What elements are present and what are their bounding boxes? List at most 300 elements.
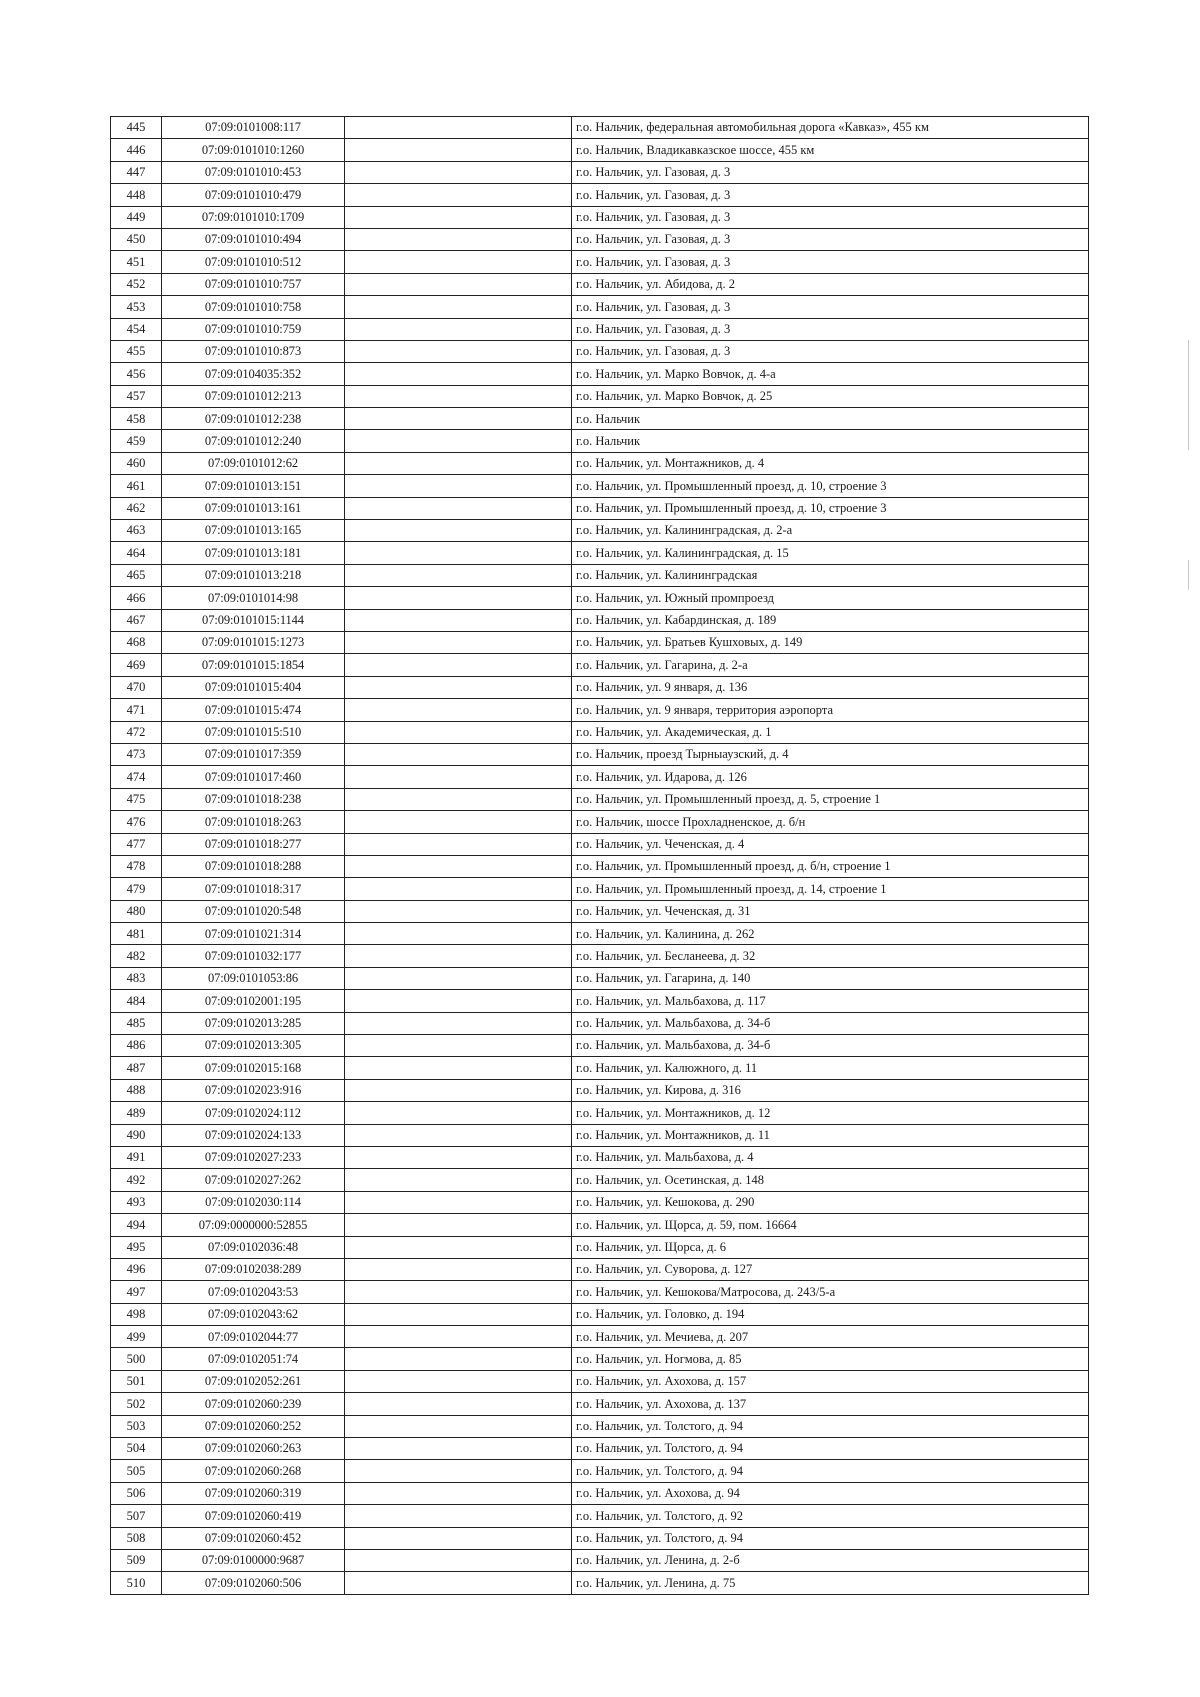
cadastral-number: 07:09:0101032:177: [162, 945, 345, 967]
table-row: [111, 1102, 1089, 1124]
row-number: 462: [111, 497, 162, 519]
row-number: 493: [111, 1191, 162, 1213]
address: г.о. Нальчик, ул. Толстого, д. 94: [572, 1438, 1089, 1460]
table-row: [111, 1572, 1089, 1594]
table-row: [111, 273, 1089, 295]
row-number: 481: [111, 923, 162, 945]
table-row: [111, 1169, 1089, 1191]
cadastral-number: 07:09:0102051:74: [162, 1348, 345, 1370]
cadastral-number: 07:09:0101012:213: [162, 385, 345, 407]
cadastral-number: 07:09:0101018:238: [162, 788, 345, 810]
cadastral-number: 07:09:0101015:404: [162, 676, 345, 698]
empty-cell: [345, 340, 572, 362]
table-row: [111, 542, 1089, 564]
row-number: 478: [111, 855, 162, 877]
empty-cell: [345, 1258, 572, 1280]
address: г.о. Нальчик, ул. Головко, д. 194: [572, 1303, 1089, 1325]
empty-cell: [345, 139, 572, 161]
cadastral-number: 07:09:0101010:759: [162, 318, 345, 340]
row-number: 468: [111, 631, 162, 653]
registry-table: [110, 116, 1089, 1595]
empty-cell: [345, 564, 572, 586]
cadastral-number: 07:09:0101020:548: [162, 900, 345, 922]
address: г.о. Нальчик, ул. Академическая, д. 1: [572, 721, 1089, 743]
cadastral-number: 07:09:0101010:1709: [162, 206, 345, 228]
cadastral-number: 07:09:0102060:452: [162, 1527, 345, 1549]
table-row: [111, 318, 1089, 340]
row-number: 454: [111, 318, 162, 340]
address: г.о. Нальчик, ул. Кирова, д. 316: [572, 1079, 1089, 1101]
empty-cell: [345, 1572, 572, 1594]
row-number: 480: [111, 900, 162, 922]
table-row: [111, 497, 1089, 519]
empty-cell: [345, 1348, 572, 1370]
row-number: 504: [111, 1438, 162, 1460]
row-number: 464: [111, 542, 162, 564]
table-row: [111, 139, 1089, 161]
table-row: [111, 1191, 1089, 1213]
row-number: 475: [111, 788, 162, 810]
row-number: 508: [111, 1527, 162, 1549]
empty-cell: [345, 609, 572, 631]
empty-cell: [345, 811, 572, 833]
empty-cell: [345, 1303, 572, 1325]
table-row: [111, 452, 1089, 474]
row-number: 461: [111, 475, 162, 497]
address: г.о. Нальчик, ул. 9 января, территория аэропорта: [572, 699, 1089, 721]
address: г.о. Нальчик, ул. Ногмова, д. 85: [572, 1348, 1089, 1370]
address: г.о. Нальчик, ул. Ахохова, д. 94: [572, 1482, 1089, 1504]
address: г.о. Нальчик, ул. Осетинская, д. 148: [572, 1169, 1089, 1191]
empty-cell: [345, 699, 572, 721]
row-number: 502: [111, 1393, 162, 1415]
address: г.о. Нальчик, ул. 9 января, д. 136: [572, 676, 1089, 698]
table-row: [111, 1012, 1089, 1034]
cadastral-number: 07:09:0101053:86: [162, 967, 345, 989]
empty-cell: [345, 990, 572, 1012]
row-number: 456: [111, 363, 162, 385]
empty-cell: [345, 117, 572, 139]
empty-cell: [345, 1281, 572, 1303]
empty-cell: [345, 900, 572, 922]
row-number: 490: [111, 1124, 162, 1146]
address: г.о. Нальчик: [572, 430, 1089, 452]
cadastral-number: 07:09:0101015:1273: [162, 631, 345, 653]
cadastral-number: 07:09:0102001:195: [162, 990, 345, 1012]
empty-cell: [345, 587, 572, 609]
address: г.о. Нальчик, ул. Марко Вовчок, д. 4-а: [572, 363, 1089, 385]
row-number: 491: [111, 1146, 162, 1168]
empty-cell: [345, 385, 572, 407]
empty-cell: [345, 1124, 572, 1146]
row-number: 447: [111, 161, 162, 183]
empty-cell: [345, 1079, 572, 1101]
table-row: [111, 385, 1089, 407]
row-number: 506: [111, 1482, 162, 1504]
table-row: [111, 296, 1089, 318]
address: г.о. Нальчик, Владикавказское шоссе, 455 км: [572, 139, 1089, 161]
address: г.о. Нальчик, ул. Толстого, д. 94: [572, 1460, 1089, 1482]
row-number: 470: [111, 676, 162, 698]
address: г.о. Нальчик, ул. Суворова, д. 127: [572, 1258, 1089, 1280]
row-number: 473: [111, 743, 162, 765]
address: г.о. Нальчик, проезд Тырныаузский, д. 4: [572, 743, 1089, 765]
address: г.о. Нальчик, ул. Толстого, д. 92: [572, 1505, 1089, 1527]
cadastral-number: 07:09:0101021:314: [162, 923, 345, 945]
cadastral-number: 07:09:0101013:218: [162, 564, 345, 586]
table-row: [111, 676, 1089, 698]
address: г.о. Нальчик, ул. Кешокова/Матросова, д. 243/5-а: [572, 1281, 1089, 1303]
empty-cell: [345, 1438, 572, 1460]
table-row: [111, 811, 1089, 833]
table-row: [111, 631, 1089, 653]
cadastral-number: 07:09:0101010:453: [162, 161, 345, 183]
cadastral-number: 07:09:0101010:494: [162, 228, 345, 250]
empty-cell: [345, 788, 572, 810]
row-number: 507: [111, 1505, 162, 1527]
address: г.о. Нальчик, ул. Газовая, д. 3: [572, 206, 1089, 228]
address: г.о. Нальчик, ул. Чеченская, д. 31: [572, 900, 1089, 922]
cadastral-number: 07:09:0101018:288: [162, 855, 345, 877]
address: г.о. Нальчик, ул. Мечиева, д. 207: [572, 1326, 1089, 1348]
table-row: [111, 743, 1089, 765]
address: г.о. Нальчик, ул. Газовая, д. 3: [572, 318, 1089, 340]
table-row: [111, 1482, 1089, 1504]
cadastral-number: 07:09:0102060:268: [162, 1460, 345, 1482]
table-row: [111, 699, 1089, 721]
table-row: [111, 1438, 1089, 1460]
cadastral-number: 07:09:0101010:479: [162, 184, 345, 206]
empty-cell: [345, 408, 572, 430]
address: г.о. Нальчик, ул. Газовая, д. 3: [572, 184, 1089, 206]
cadastral-number: 07:09:0101013:151: [162, 475, 345, 497]
address: г.о. Нальчик, ул. Гагарина, д. 2-а: [572, 654, 1089, 676]
address: г.о. Нальчик, ул. Гагарина, д. 140: [572, 967, 1089, 989]
registry-table-body: [111, 117, 1089, 1595]
address: г.о. Нальчик, ул. Промышленный проезд, д. 10, строение 3: [572, 497, 1089, 519]
empty-cell: [345, 1460, 572, 1482]
row-number: 448: [111, 184, 162, 206]
cadastral-number: 07:09:0101013:181: [162, 542, 345, 564]
empty-cell: [345, 766, 572, 788]
row-number: 509: [111, 1550, 162, 1572]
address: г.о. Нальчик, ул. Южный промпроезд: [572, 587, 1089, 609]
cadastral-number: 07:09:0101008:117: [162, 117, 345, 139]
cadastral-number: 07:09:0101017:460: [162, 766, 345, 788]
row-number: 466: [111, 587, 162, 609]
empty-cell: [345, 363, 572, 385]
table-row: [111, 766, 1089, 788]
cadastral-number: 07:09:0101018:263: [162, 811, 345, 833]
empty-cell: [345, 1505, 572, 1527]
cadastral-number: 07:09:0102027:262: [162, 1169, 345, 1191]
address: г.о. Нальчик, ул. Толстого, д. 94: [572, 1415, 1089, 1437]
empty-cell: [345, 1236, 572, 1258]
empty-cell: [345, 161, 572, 183]
table-row: [111, 564, 1089, 586]
row-number: 449: [111, 206, 162, 228]
row-number: 471: [111, 699, 162, 721]
row-number: 477: [111, 833, 162, 855]
table-row: [111, 1214, 1089, 1236]
empty-cell: [345, 206, 572, 228]
address: г.о. Нальчик, ул. Ахохова, д. 137: [572, 1393, 1089, 1415]
empty-cell: [345, 1550, 572, 1572]
row-number: 469: [111, 654, 162, 676]
cadastral-number: 07:09:0102060:419: [162, 1505, 345, 1527]
row-number: 446: [111, 139, 162, 161]
empty-cell: [345, 878, 572, 900]
row-number: 474: [111, 766, 162, 788]
row-number: 510: [111, 1572, 162, 1594]
table-row: [111, 788, 1089, 810]
cadastral-number: 07:09:0101014:98: [162, 587, 345, 609]
row-number: 495: [111, 1236, 162, 1258]
row-number: 483: [111, 967, 162, 989]
row-number: 460: [111, 452, 162, 474]
empty-cell: [345, 1214, 572, 1236]
table-row: [111, 1370, 1089, 1392]
address: г.о. Нальчик, ул. Ленина, д. 75: [572, 1572, 1089, 1594]
empty-cell: [345, 631, 572, 653]
address: г.о. Нальчик, ул. Промышленный проезд, д. б/н, строение 1: [572, 855, 1089, 877]
address: г.о. Нальчик, шоссе Прохладненское, д. б/н: [572, 811, 1089, 833]
cadastral-number: 07:09:0101010:757: [162, 273, 345, 295]
cadastral-number: 07:09:0101017:359: [162, 743, 345, 765]
table-row: [111, 206, 1089, 228]
cadastral-number: 07:09:0101015:1144: [162, 609, 345, 631]
cadastral-number: 07:09:0101015:510: [162, 721, 345, 743]
address: г.о. Нальчик, ул. Калининградская: [572, 564, 1089, 586]
address: г.о. Нальчик, ул. Ленина, д. 2-б: [572, 1550, 1089, 1572]
table-row: [111, 228, 1089, 250]
row-number: 488: [111, 1079, 162, 1101]
row-number: 452: [111, 273, 162, 295]
empty-cell: [345, 430, 572, 452]
empty-cell: [345, 676, 572, 698]
row-number: 458: [111, 408, 162, 430]
empty-cell: [345, 855, 572, 877]
table-row: [111, 1505, 1089, 1527]
cadastral-number: 07:09:0101012:240: [162, 430, 345, 452]
cadastral-number: 07:09:0101010:758: [162, 296, 345, 318]
cadastral-number: 07:09:0102043:62: [162, 1303, 345, 1325]
cadastral-number: 07:09:0102023:916: [162, 1079, 345, 1101]
empty-cell: [345, 452, 572, 474]
empty-cell: [345, 1370, 572, 1392]
cadastral-number: 07:09:0102043:53: [162, 1281, 345, 1303]
cadastral-number: 07:09:0101013:161: [162, 497, 345, 519]
row-number: 498: [111, 1303, 162, 1325]
row-number: 482: [111, 945, 162, 967]
row-number: 484: [111, 990, 162, 1012]
address: г.о. Нальчик, ул. Газовая, д. 3: [572, 228, 1089, 250]
address: г.о. Нальчик, ул. Мальбахова, д. 4: [572, 1146, 1089, 1168]
table-row: [111, 184, 1089, 206]
table-row: [111, 1258, 1089, 1280]
address: г.о. Нальчик, ул. Ахохова, д. 157: [572, 1370, 1089, 1392]
table-row: [111, 1057, 1089, 1079]
scan-edge-mark: [1188, 560, 1189, 590]
row-number: 505: [111, 1460, 162, 1482]
empty-cell: [345, 497, 572, 519]
row-number: 445: [111, 117, 162, 139]
row-number: 497: [111, 1281, 162, 1303]
row-number: 499: [111, 1326, 162, 1348]
row-number: 453: [111, 296, 162, 318]
cadastral-number: 07:09:0102038:289: [162, 1258, 345, 1280]
address: г.о. Нальчик, ул. Бесланеева, д. 32: [572, 945, 1089, 967]
address: г.о. Нальчик, ул. Мальбахова, д. 117: [572, 990, 1089, 1012]
address: г.о. Нальчик, ул. Мальбахова, д. 34-б: [572, 1035, 1089, 1057]
table-row: [111, 587, 1089, 609]
table-row: [111, 1146, 1089, 1168]
table-row: [111, 833, 1089, 855]
table-row: [111, 475, 1089, 497]
cadastral-number: 07:09:0102015:168: [162, 1057, 345, 1079]
table-row: [111, 1281, 1089, 1303]
empty-cell: [345, 967, 572, 989]
empty-cell: [345, 1482, 572, 1504]
cadastral-number: 07:09:0101010:873: [162, 340, 345, 362]
empty-cell: [345, 1191, 572, 1213]
cadastral-number: 07:09:0102036:48: [162, 1236, 345, 1258]
address: г.о. Нальчик, ул. Калюжного, д. 11: [572, 1057, 1089, 1079]
table-row: [111, 430, 1089, 452]
row-number: 455: [111, 340, 162, 362]
cadastral-number: 07:09:0101013:165: [162, 520, 345, 542]
cadastral-number: 07:09:0000000:52855: [162, 1214, 345, 1236]
address: г.о. Нальчик, ул. Идарова, д. 126: [572, 766, 1089, 788]
table-row: [111, 251, 1089, 273]
table-row: [111, 1415, 1089, 1437]
empty-cell: [345, 520, 572, 542]
cadastral-number: 07:09:0102052:261: [162, 1370, 345, 1392]
empty-cell: [345, 184, 572, 206]
address: г.о. Нальчик, ул. Щорса, д. 59, пом. 16664: [572, 1214, 1089, 1236]
address: г.о. Нальчик, ул. Промышленный проезд, д. 5, строение 1: [572, 788, 1089, 810]
address: г.о. Нальчик, ул. Газовая, д. 3: [572, 296, 1089, 318]
empty-cell: [345, 296, 572, 318]
row-number: 496: [111, 1258, 162, 1280]
empty-cell: [345, 318, 572, 340]
empty-cell: [345, 1102, 572, 1124]
address: г.о. Нальчик: [572, 408, 1089, 430]
row-number: 472: [111, 721, 162, 743]
empty-cell: [345, 228, 572, 250]
row-number: 463: [111, 520, 162, 542]
cadastral-number: 07:09:0102030:114: [162, 1191, 345, 1213]
empty-cell: [345, 1393, 572, 1415]
address: г.о. Нальчик, ул. Братьев Кушховых, д. 149: [572, 631, 1089, 653]
row-number: 489: [111, 1102, 162, 1124]
address: г.о. Нальчик, ул. Газовая, д. 3: [572, 161, 1089, 183]
address: г.о. Нальчик, ул. Промышленный проезд, д. 10, строение 3: [572, 475, 1089, 497]
address: г.о. Нальчик, ул. Газовая, д. 3: [572, 340, 1089, 362]
empty-cell: [345, 721, 572, 743]
row-number: 492: [111, 1169, 162, 1191]
address: г.о. Нальчик, ул. Промышленный проезд, д. 14, строение 1: [572, 878, 1089, 900]
address: г.о. Нальчик, ул. Толстого, д. 94: [572, 1527, 1089, 1549]
cadastral-number: 07:09:0102024:133: [162, 1124, 345, 1146]
row-number: 465: [111, 564, 162, 586]
address: г.о. Нальчик, федеральная автомобильная дорога «Кавказ», 455 км: [572, 117, 1089, 139]
empty-cell: [345, 654, 572, 676]
row-number: 450: [111, 228, 162, 250]
address: г.о. Нальчик, ул. Калининградская, д. 15: [572, 542, 1089, 564]
address: г.о. Нальчик, ул. Калинина, д. 262: [572, 923, 1089, 945]
address: г.о. Нальчик, ул. Монтажников, д. 12: [572, 1102, 1089, 1124]
table-row: [111, 878, 1089, 900]
table-row: [111, 520, 1089, 542]
address: г.о. Нальчик, ул. Мальбахова, д. 34-б: [572, 1012, 1089, 1034]
address: г.о. Нальчик, ул. Калининградская, д. 2-а: [572, 520, 1089, 542]
empty-cell: [345, 1527, 572, 1549]
row-number: 486: [111, 1035, 162, 1057]
row-number: 500: [111, 1348, 162, 1370]
scan-edge-mark: [1188, 340, 1189, 450]
cadastral-number: 07:09:0101010:1260: [162, 139, 345, 161]
table-row: [111, 945, 1089, 967]
cadastral-number: 07:09:0101018:317: [162, 878, 345, 900]
table-row: [111, 990, 1089, 1012]
table-row: [111, 1079, 1089, 1101]
table-row: [111, 609, 1089, 631]
empty-cell: [345, 923, 572, 945]
table-row: [111, 1303, 1089, 1325]
empty-cell: [345, 251, 572, 273]
cadastral-number: 07:09:0102060:263: [162, 1438, 345, 1460]
address: г.о. Нальчик, ул. Кабардинская, д. 189: [572, 609, 1089, 631]
empty-cell: [345, 273, 572, 295]
cadastral-number: 07:09:0102013:305: [162, 1035, 345, 1057]
table-row: [111, 1550, 1089, 1572]
address: г.о. Нальчик, ул. Абидова, д. 2: [572, 273, 1089, 295]
empty-cell: [345, 833, 572, 855]
empty-cell: [345, 1057, 572, 1079]
row-number: 459: [111, 430, 162, 452]
empty-cell: [345, 1035, 572, 1057]
address: г.о. Нальчик, ул. Газовая, д. 3: [572, 251, 1089, 273]
address: г.о. Нальчик, ул. Кешокова, д. 290: [572, 1191, 1089, 1213]
table-row: [111, 900, 1089, 922]
row-number: 485: [111, 1012, 162, 1034]
empty-cell: [345, 743, 572, 765]
table-row: [111, 1326, 1089, 1348]
cadastral-number: 07:09:0104035:352: [162, 363, 345, 385]
empty-cell: [345, 475, 572, 497]
row-number: 503: [111, 1415, 162, 1437]
empty-cell: [345, 1012, 572, 1034]
cadastral-number: 07:09:0101015:474: [162, 699, 345, 721]
cadastral-number: 07:09:0101015:1854: [162, 654, 345, 676]
table-row: [111, 1527, 1089, 1549]
table-row: [111, 721, 1089, 743]
cadastral-number: 07:09:0102013:285: [162, 1012, 345, 1034]
row-number: 467: [111, 609, 162, 631]
address: г.о. Нальчик, ул. Чеченская, д. 4: [572, 833, 1089, 855]
empty-cell: [345, 542, 572, 564]
row-number: 479: [111, 878, 162, 900]
empty-cell: [345, 1169, 572, 1191]
cadastral-number: 07:09:0100000:9687: [162, 1550, 345, 1572]
table-row: [111, 855, 1089, 877]
table-row: [111, 1393, 1089, 1415]
cadastral-number: 07:09:0101018:277: [162, 833, 345, 855]
cadastral-number: 07:09:0101010:512: [162, 251, 345, 273]
empty-cell: [345, 1415, 572, 1437]
cadastral-number: 07:09:0101012:238: [162, 408, 345, 430]
